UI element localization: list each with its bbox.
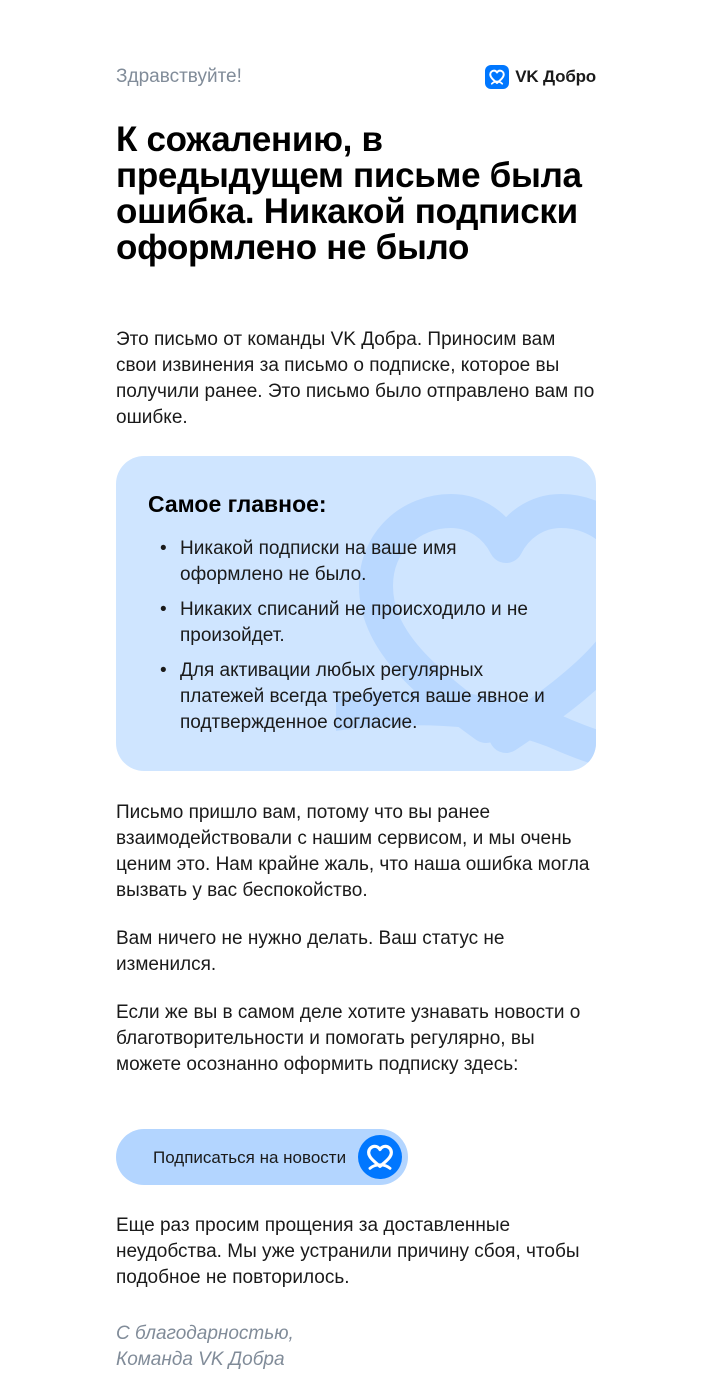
bullet: • — [160, 538, 167, 559]
closing-paragraph: Еще раз просим прощения за доставленные неудобства. Мы уже устранили причину сбоя, чтобы подобное не повторилось. — [116, 1215, 580, 1288]
bullet: • — [160, 660, 167, 681]
summary-title: Самое главное: — [148, 491, 327, 517]
signature — [116, 1321, 596, 1373]
vk-dobro-logo[interactable] — [485, 64, 596, 90]
bullet: • — [160, 599, 167, 620]
email-header — [116, 64, 596, 90]
page-title: К сожалению, в предыдущем письме была ошибка. Никакой подписки оформлено не было — [116, 120, 582, 267]
list-item-text: Никаких списаний не происходило и не произойдет. — [180, 599, 528, 646]
list-item — [148, 597, 558, 649]
list-item-text: Для активации любых регулярных платежей всегда требуется ваше явное и подтвержденное согласие. — [180, 660, 545, 733]
subscribe-paragraph: Если же вы в самом деле хотите узнавать новости о благотворительности и помогать регулярно, вы можете осознанно оформить подписку здесь: — [116, 1002, 581, 1075]
logo-text: VK Добро — [515, 67, 596, 86]
explanation-paragraph: Письмо пришло вам, потому что вы ранее взаимодействовали с нашим сервисом, и мы очень ценим это. Нам крайне жаль, что наша ошибка могла вызвать у вас беспокойство. — [116, 802, 590, 901]
subscribe-news-button[interactable] — [116, 1129, 408, 1185]
no-action-paragraph: Вам ничего не нужно делать. Ваш статус не изменился. — [116, 928, 505, 975]
list-item — [148, 536, 558, 588]
heart-icon — [358, 1135, 402, 1179]
list-item-text: Никакой подписки на ваше имя оформлено не было. — [180, 538, 457, 585]
subscribe-button-label: Подписаться на новости — [153, 1148, 347, 1167]
signature-line-1: С благодарностью, — [116, 1323, 294, 1344]
intro-paragraph: Это письмо от команды VK Добра. Приносим вам свои извинения за письмо о подписке, которое вы получили ранее. Это письмо было отправлено вам по ошибке. — [116, 329, 595, 428]
heart-logo-icon — [485, 65, 509, 89]
summary-box — [116, 456, 596, 771]
greeting-text: Здравствуйте! — [116, 66, 242, 87]
list-item — [148, 658, 558, 736]
signature-line-2: Команда VK Добра — [116, 1349, 285, 1370]
summary-list — [148, 536, 558, 745]
